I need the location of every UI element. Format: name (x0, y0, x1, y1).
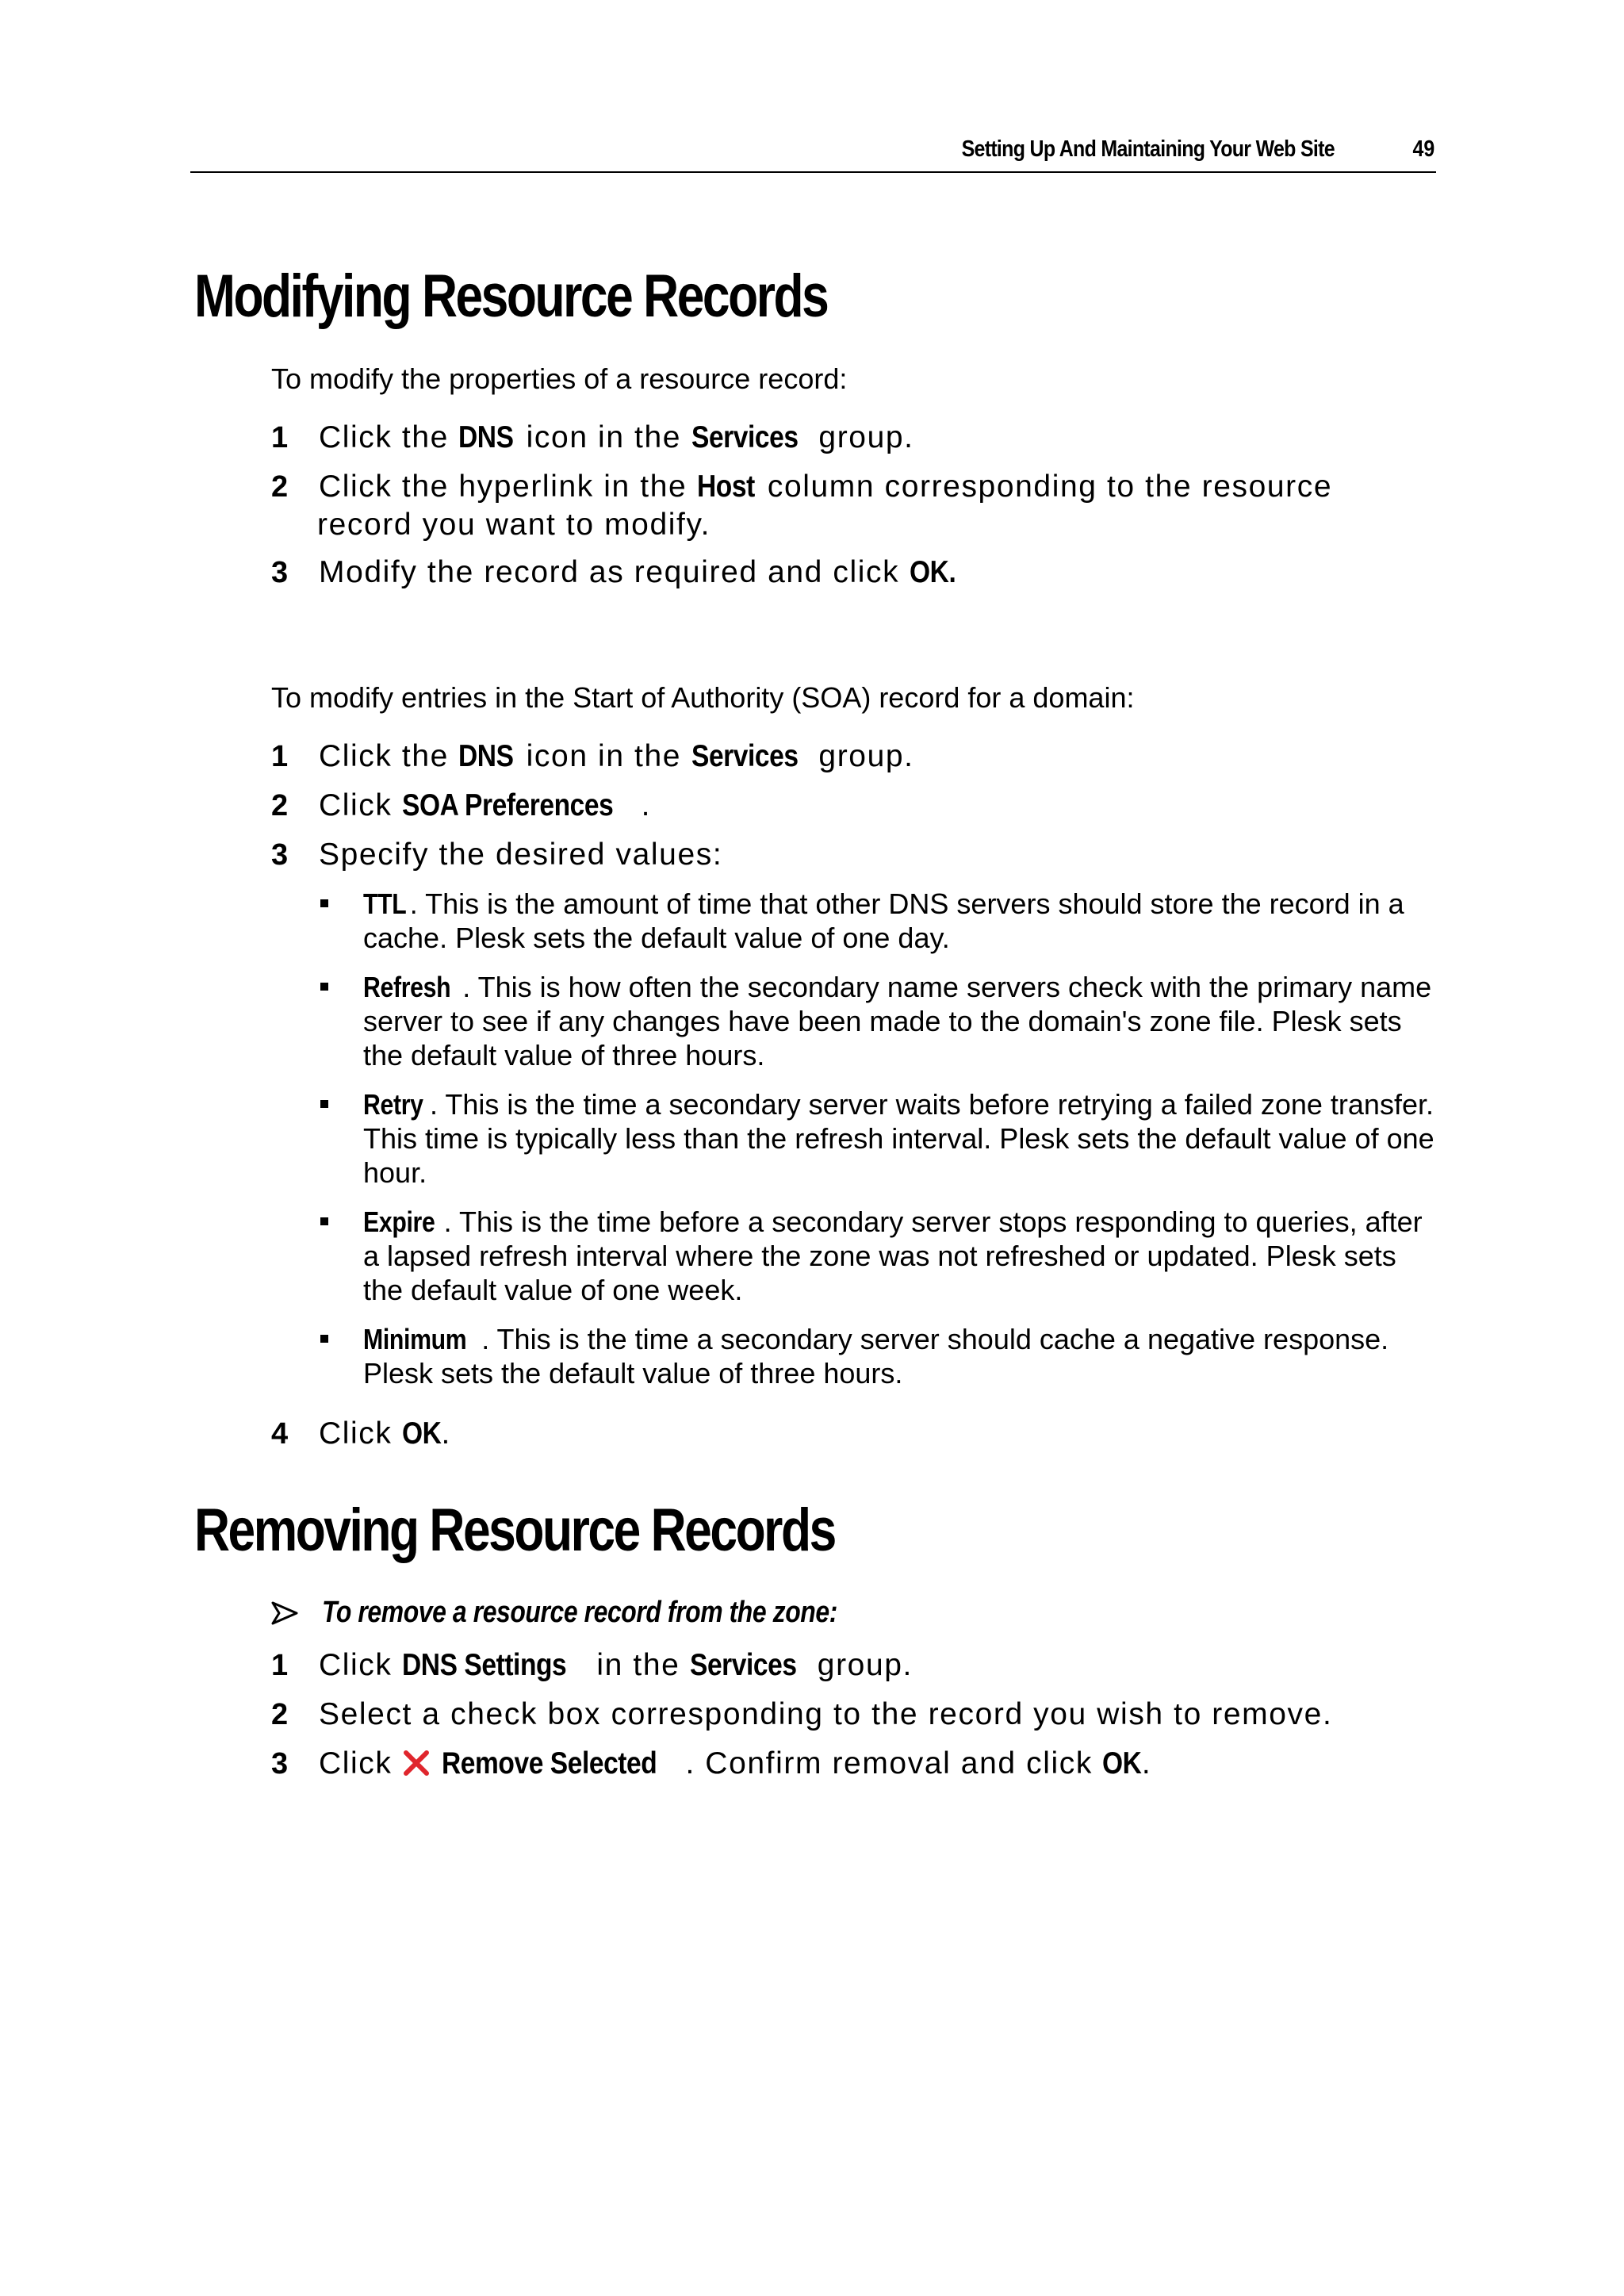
intro-modify-properties: To modify the properties of a resource record: (271, 362, 848, 395)
list-item: Refresh . This is how often the secondary name servers check with the primary name server to see if any changes have been made to the domain's zone file. Plesk sets the default value of three hours. (317, 970, 1443, 1072)
list-item: Minimum . This is the time a secondary server should cache a negative response. Plesk sets the default value of three hours. (317, 1322, 1443, 1390)
bullet-square-icon (320, 983, 328, 991)
section-heading-modifying: Modifying Resource Records (194, 263, 828, 330)
list-item: TTL . This is the amount of time that other DNS servers should store the record in a cache. Plesk sets the default value of one day. (317, 887, 1443, 955)
page-number: 49 (1412, 136, 1434, 162)
soa-values-list (317, 887, 1443, 1405)
remove-step-3: 3 Click Remove Selected . Confirm removal and click OK. (271, 1746, 1152, 1780)
soa-step-2: 2 Click SOA Preferences . (271, 788, 652, 822)
soa-step-4: 4 Click OK. (271, 1416, 451, 1451)
list-item: Retry . This is the time a secondary server waits before retrying a failed zone transfer. This time is typically less than the refresh interval. Plesk sets the default value of one hour. (317, 1087, 1443, 1190)
remove-x-icon (402, 1748, 431, 1777)
list-item: Expire . This is the time before a secondary server stops responding to queries, after a lapsed refresh interval where the zone was not refreshed or updated. Plesk sets the default value of one week. (317, 1205, 1443, 1307)
bullet-square-icon (320, 899, 328, 907)
step-2: 2 Click the hyperlink in the Host column corresponding to the resource record you want to modify. (271, 470, 1333, 542)
bullet-square-icon (320, 1335, 328, 1343)
step-3: 3 Modify the record as required and click OK. (271, 555, 956, 589)
bullet-square-icon (320, 1217, 328, 1225)
remove-step-1: 1 Click DNS Settings in the Services group. (271, 1648, 913, 1682)
step-1: 1 Click the DNS icon in the Services group. (271, 420, 914, 454)
remove-step-2: 2 Select a check box corresponding to the record you wish to remove. (271, 1697, 1333, 1731)
header-title: Setting Up And Maintaining Your Web Site (961, 136, 1335, 162)
soa-step-3: 3 Specify the desired values: (271, 838, 723, 872)
soa-step-1: 1 Click the DNS icon in the Services group. (271, 739, 914, 773)
page-header (190, 133, 1436, 173)
section-heading-removing: Removing Resource Records (194, 1497, 835, 1564)
procedure-heading: To remove a resource record from the zone: (271, 1596, 936, 1630)
arrow-right-icon (271, 1601, 298, 1625)
bullet-square-icon (320, 1100, 328, 1108)
intro-modify-soa: To modify entries in the Start of Authority (SOA) record for a domain: (271, 681, 1135, 714)
